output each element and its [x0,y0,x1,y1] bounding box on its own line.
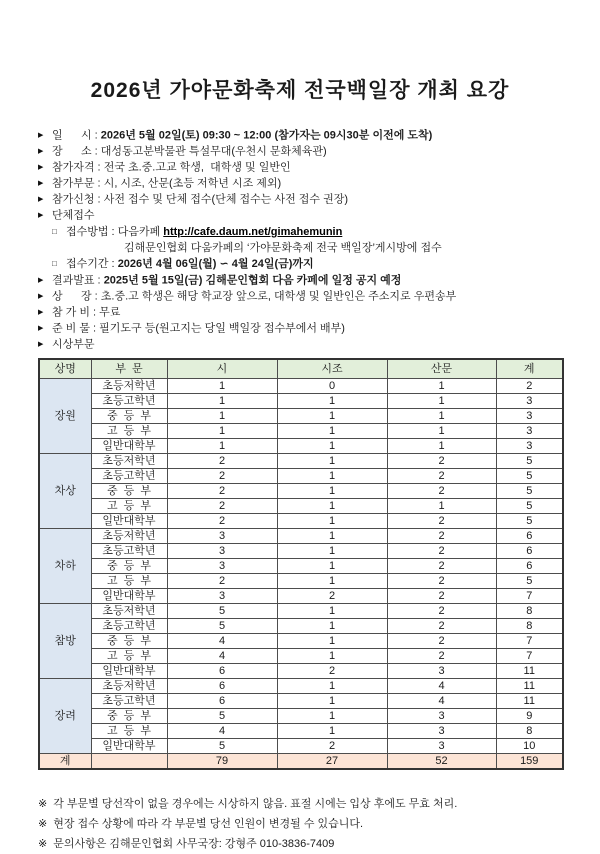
count-cell: 1 [277,694,387,709]
info-value: 다음카페 [117,226,164,238]
count-cell: 8 [496,604,563,619]
count-cell: 4 [167,724,277,739]
count-cell: 6 [167,694,277,709]
count-cell: 2 [277,589,387,604]
count-cell: 2 [387,574,496,589]
table-row [39,454,563,469]
info-value: 2026년 4월 06일(월) ∽ 4월 24일(금)까지 [117,258,314,270]
bullet-arrow-icon: ▶ [38,148,44,155]
info-line [38,273,562,289]
category-cell: 고 등 부 [91,649,167,664]
info-label: 일 시 : [52,129,101,142]
bullet-square-icon: □ [52,227,57,236]
count-cell: 1 [277,484,387,499]
bullet-arrow-icon: ▶ [38,164,44,171]
count-cell: 2 [387,514,496,529]
count-cell: 1 [277,679,387,694]
table-row [39,724,563,739]
info-label: 접수방법 : [66,226,118,238]
info-line [38,289,562,305]
table-row [39,409,563,424]
info-value: 필기도구 등(원고지는 당일 백일장 접수부에서 배부) [99,322,345,334]
count-cell: 2 [167,514,277,529]
rank-cell: 장원 [39,379,91,454]
table-row [39,499,563,514]
note-text: 각 부문별 당선작이 없을 경우에는 시상하지 않음. 표절 시에는 입상 후에도 무효 처리. [53,798,458,810]
count-cell: 2 [387,634,496,649]
info-line [38,337,562,353]
count-cell: 2 [387,559,496,574]
category-cell: 고 등 부 [91,724,167,739]
table-row [39,469,563,484]
count-cell: 4 [167,634,277,649]
count-cell: 5 [496,574,563,589]
count-cell: 5 [167,604,277,619]
count-cell: 3 [387,709,496,724]
category-cell: 중 등 부 [91,559,167,574]
info-value: 사전 접수 및 단체 접수(단체 접수는 사전 접수 권장) [103,193,348,206]
count-cell: 2 [277,664,387,679]
bullet-arrow-icon: ▶ [38,308,44,316]
rank-cell: 참방 [39,604,91,679]
count-cell: 1 [277,709,387,724]
count-cell: 2 [387,619,496,634]
count-cell: 3 [496,439,563,454]
total-row [39,754,563,770]
count-cell: 1 [277,529,387,544]
count-cell: 1 [167,424,277,439]
info-line [38,224,562,241]
count-cell: 2 [167,454,277,469]
count-cell: 6 [496,544,563,559]
count-cell: 5 [167,619,277,634]
category-cell: 초등저학년 [91,679,167,694]
count-cell: 11 [496,694,563,709]
count-cell: 3 [167,544,277,559]
note-line [38,794,562,814]
category-cell: 일반대학부 [91,739,167,754]
count-cell: 2 [167,574,277,589]
count-cell: 2 [167,499,277,514]
table-row [39,619,563,634]
count-cell: 1 [277,724,387,739]
category-cell: 일반대학부 [91,664,167,679]
count-cell: 1 [277,634,387,649]
count-cell: 3 [167,559,277,574]
note-line [38,814,562,834]
category-cell: 고 등 부 [91,574,167,589]
count-cell: 3 [387,664,496,679]
category-cell: 중 등 부 [91,634,167,649]
reference-mark-icon: ※ [38,838,48,850]
count-cell: 1 [387,499,496,514]
count-cell: 3 [496,424,563,439]
count-cell: 1 [167,394,277,409]
count-cell: 2 [387,454,496,469]
category-cell: 초등고학년 [91,469,167,484]
count-cell: 1 [387,424,496,439]
info-label: 시상부문 [52,338,95,350]
category-cell: 중 등 부 [91,484,167,499]
category-cell: 초등저학년 [91,454,167,469]
count-cell: 1 [387,409,496,424]
category-cell: 일반대학부 [91,439,167,454]
count-cell: 2 [167,469,277,484]
bullet-arrow-icon: ▶ [38,292,44,300]
count-cell: 1 [277,604,387,619]
info-value: 김해문인협회 다움카페의 ‘가야문화축제 전국 백일장’게시방에 접수 [124,241,442,254]
count-cell: 1 [277,619,387,634]
info-value: 2025년 5월 15일(금) 김해문인협회 다음 카페에 일정 공지 예정 [103,274,402,286]
count-cell: 10 [496,739,563,754]
note-text: 문의사항은 김해문인협회 사무국장: 강형주 010-3836-7409 [53,838,335,850]
count-cell: 1 [277,544,387,559]
table-row [39,544,563,559]
table-row [39,604,563,619]
count-cell: 1 [167,409,277,424]
count-cell: 0 [277,379,387,394]
info-line [38,128,562,144]
bullet-arrow-icon: ▶ [38,212,44,219]
info-list [38,128,562,353]
info-value: 전국 초.중.고교 학생, 대학생 및 일반인 [103,161,291,174]
count-cell: 11 [496,664,563,679]
note-text: 현장 접수 상황에 따라 각 부문별 당선 인원이 변경될 수 있습니다. [53,818,364,830]
info-line [38,176,562,192]
count-cell: 1 [387,394,496,409]
table-row [39,559,563,574]
category-cell: 초등저학년 [91,379,167,394]
count-cell: 1 [277,439,387,454]
count-cell: 1 [277,424,387,439]
info-label: 상 장 : [52,290,101,302]
count-cell: 4 [387,679,496,694]
award-table-body [39,379,563,770]
info-line [38,208,562,224]
count-cell: 2 [387,529,496,544]
table-row [39,574,563,589]
count-cell: 2 [387,484,496,499]
count-cell: 7 [496,634,563,649]
note-line [38,834,562,854]
count-cell: 1 [167,439,277,454]
bullet-arrow-icon: ▶ [38,276,44,284]
cafe-url-link[interactable]: http://cafe.daum.net/gimahemunin [163,226,343,238]
info-value: 대성동고분박물관 특설무대(우천시 문화체육관) [100,145,327,158]
count-cell: 2 [387,589,496,604]
table-row [39,424,563,439]
category-cell: 초등고학년 [91,544,167,559]
count-cell: 2 [496,379,563,394]
count-cell: 1 [277,499,387,514]
count-cell: 1 [277,649,387,664]
reference-mark-icon: ※ [38,798,48,810]
info-line [38,160,562,176]
info-value: 시, 시조, 산문(초등 저학년 시조 제외) [103,177,282,190]
table-row [39,484,563,499]
category-cell: 고 등 부 [91,424,167,439]
category-cell: 초등저학년 [91,604,167,619]
header-row [39,359,563,379]
table-row [39,394,563,409]
notes-section [38,794,562,854]
rank-cell: 장려 [39,679,91,754]
count-cell: 3 [496,394,563,409]
count-cell: 1 [277,409,387,424]
info-label: 결과발표 : [52,274,104,286]
page-title: 2026년 가야문화축제 전국백일장 개최 요강 [90,79,510,102]
category-cell: 초등고학년 [91,694,167,709]
table-row [39,649,563,664]
info-label: 장 소 : [52,145,101,158]
info-line [38,256,562,273]
count-cell: 5 [167,739,277,754]
count-cell: 1 [277,574,387,589]
count-cell: 6 [167,664,277,679]
info-line [38,305,562,321]
count-cell: 5 [496,454,563,469]
count-cell: 6 [496,559,563,574]
award-table [38,358,564,771]
count-cell: 2 [387,604,496,619]
column-header: 부 문 [91,359,167,379]
info-line [38,241,562,257]
count-cell: 1 [277,559,387,574]
bullet-arrow-icon: ▶ [38,340,44,348]
total-count-cell: 27 [277,754,387,770]
count-cell: 3 [167,529,277,544]
table-row [39,439,563,454]
info-line [38,144,562,160]
info-label: 참 가 비 : [52,306,100,318]
count-cell: 1 [387,439,496,454]
count-cell: 4 [167,649,277,664]
count-cell: 6 [167,679,277,694]
bullet-arrow-icon: ▶ [38,180,44,187]
category-cell: 일반대학부 [91,514,167,529]
count-cell: 2 [387,469,496,484]
table-row [39,514,563,529]
count-cell: 5 [167,709,277,724]
award-table-head [39,359,563,379]
count-cell: 5 [496,469,563,484]
count-cell: 5 [496,499,563,514]
total-category-cell [91,754,167,770]
table-row [39,679,563,694]
count-cell: 3 [387,739,496,754]
total-count-cell: 79 [167,754,277,770]
count-cell: 3 [496,409,563,424]
count-cell: 1 [277,394,387,409]
category-cell: 일반대학부 [91,589,167,604]
count-cell: 8 [496,619,563,634]
table-row [39,379,563,394]
column-header: 산문 [387,359,496,379]
info-value: 2026년 5월 02일(토) 09:30 ~ 12:00 (참가자는 09시30분 이전에 도착) [100,129,433,142]
category-cell: 초등고학년 [91,619,167,634]
count-cell: 11 [496,679,563,694]
table-row [39,529,563,544]
count-cell: 4 [387,694,496,709]
bullet-arrow-icon: ▶ [38,196,44,203]
count-cell: 7 [496,589,563,604]
info-value: 초.중.고 학생은 해당 학교장 앞으로, 대학생 및 일반인은 주소지로 우편송부 [100,290,457,302]
count-cell: 7 [496,649,563,664]
info-label: 참가자격 : [52,161,104,174]
count-cell: 2 [167,484,277,499]
info-label: 접수기간 : [66,258,118,270]
count-cell: 3 [167,589,277,604]
category-cell: 중 등 부 [91,409,167,424]
info-value: 무료 [99,306,121,318]
reference-mark-icon: ※ [38,818,48,830]
rank-cell: 차하 [39,529,91,604]
rank-cell: 차상 [39,454,91,529]
count-cell: 1 [277,469,387,484]
category-cell: 초등저학년 [91,529,167,544]
info-label: 참가신청 : [52,193,104,206]
total-label-cell: 계 [39,754,91,770]
column-header: 시조 [277,359,387,379]
count-cell: 2 [387,649,496,664]
category-cell: 중 등 부 [91,709,167,724]
table-row [39,634,563,649]
count-cell: 1 [277,454,387,469]
count-cell: 5 [496,484,563,499]
info-line [38,192,562,208]
table-row [39,664,563,679]
info-label: 단체접수 [52,209,95,222]
count-cell: 2 [277,739,387,754]
table-row [39,694,563,709]
info-line [38,321,562,337]
table-row [39,739,563,754]
count-cell: 2 [387,544,496,559]
total-count-cell: 159 [496,754,563,770]
count-cell: 3 [387,724,496,739]
table-row [39,589,563,604]
count-cell: 5 [496,514,563,529]
total-count-cell: 52 [387,754,496,770]
category-cell: 초등고학년 [91,394,167,409]
column-header: 계 [496,359,563,379]
count-cell: 8 [496,724,563,739]
bullet-square-icon: □ [52,259,57,268]
count-cell: 9 [496,709,563,724]
info-label: 참가부문 : [52,177,104,190]
column-header: 시 [167,359,277,379]
category-cell: 고 등 부 [91,499,167,514]
count-cell: 1 [277,514,387,529]
column-header: 상명 [39,359,91,379]
count-cell: 1 [167,379,277,394]
count-cell: 1 [387,379,496,394]
table-row [39,709,563,724]
bullet-arrow-icon: ▶ [38,324,44,332]
count-cell: 6 [496,529,563,544]
bullet-arrow-icon: ▶ [38,132,44,139]
info-label: 준 비 물 : [52,322,100,334]
